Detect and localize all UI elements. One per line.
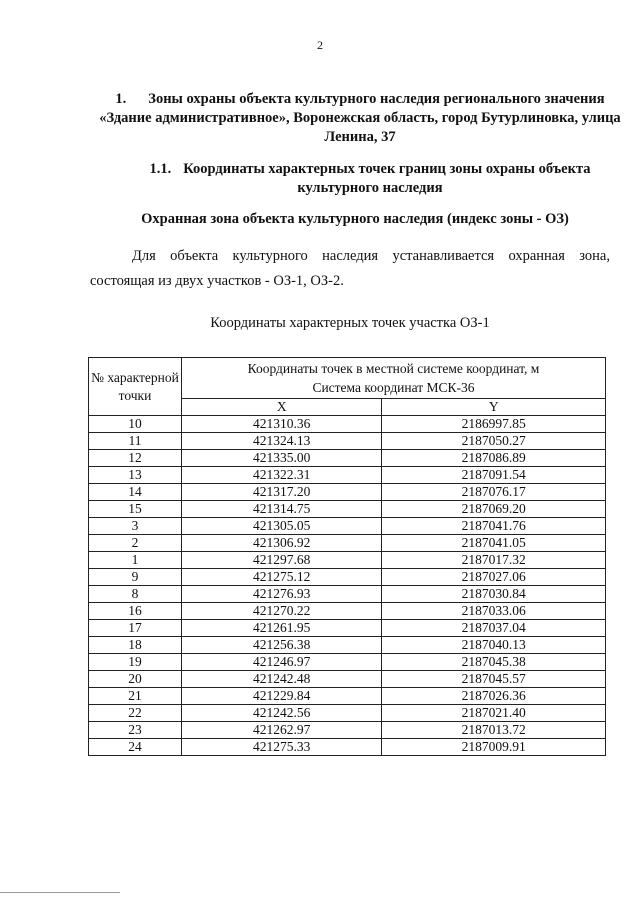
zone-heading: Охранная зона объекта культурного наследия (индекс зоны - ОЗ)	[141, 211, 569, 227]
cell-x: 421242.56	[182, 705, 382, 722]
header-coordinates-line1: Координаты точек в местной системе координат, м	[247, 361, 540, 376]
cell-x: 421276.93	[182, 586, 382, 603]
cell-point: 8	[89, 586, 182, 603]
cell-x: 421261.95	[182, 620, 382, 637]
section-1-1-title: Координаты характерных точек границ зоны охраны объекта культурного наследия	[183, 161, 591, 196]
cell-x: 421310.36	[182, 416, 382, 433]
header-y: Y	[382, 399, 606, 416]
cell-y: 2187009.91	[382, 739, 606, 756]
cell-point: 23	[89, 722, 182, 739]
footer-rule	[0, 892, 120, 893]
section-1-heading	[90, 90, 630, 147]
table-row	[89, 569, 606, 586]
table-row	[89, 433, 606, 450]
table-row	[89, 552, 606, 569]
cell-point: 18	[89, 637, 182, 654]
cell-y: 2187033.06	[382, 603, 606, 620]
table-row	[89, 722, 606, 739]
cell-x: 421229.84	[182, 688, 382, 705]
cell-x: 421306.92	[182, 535, 382, 552]
header-coordinates-line2: Система координат МСК-36	[312, 380, 475, 395]
table-row	[89, 637, 606, 654]
table-row	[89, 416, 606, 433]
section-1-title: Зоны охраны объекта культурного наследия регионального значения «Здание административное», Воронежская область, город Бутурлиновка, улица Ленина, 37	[99, 91, 621, 145]
cell-point: 10	[89, 416, 182, 433]
page-number: 2	[317, 38, 323, 52]
cell-y: 2187045.57	[382, 671, 606, 688]
cell-point: 20	[89, 671, 182, 688]
cell-y: 2187026.36	[382, 688, 606, 705]
cell-x: 421314.75	[182, 501, 382, 518]
cell-x: 421324.13	[182, 433, 382, 450]
cell-y: 2187013.72	[382, 722, 606, 739]
table-row	[89, 620, 606, 637]
cell-point: 2	[89, 535, 182, 552]
cell-y: 2187017.32	[382, 552, 606, 569]
cell-point: 22	[89, 705, 182, 722]
coordinates-table	[88, 357, 606, 756]
cell-point: 11	[89, 433, 182, 450]
cell-x: 421246.97	[182, 654, 382, 671]
table-row	[89, 450, 606, 467]
cell-y: 2187041.05	[382, 535, 606, 552]
table-row	[89, 654, 606, 671]
cell-x: 421297.68	[182, 552, 382, 569]
table-row	[89, 705, 606, 722]
table-row	[89, 603, 606, 620]
cell-point: 16	[89, 603, 182, 620]
table-row	[89, 535, 606, 552]
cell-point: 19	[89, 654, 182, 671]
cell-x: 421275.33	[182, 739, 382, 756]
cell-x: 421262.97	[182, 722, 382, 739]
cell-point: 21	[89, 688, 182, 705]
section-1-1-heading	[120, 160, 620, 198]
cell-x: 421242.48	[182, 671, 382, 688]
table-row	[89, 586, 606, 603]
cell-y: 2187030.84	[382, 586, 606, 603]
table-body	[89, 416, 606, 756]
cell-y: 2187050.27	[382, 433, 606, 450]
cell-x: 421317.20	[182, 484, 382, 501]
cell-x: 421335.00	[182, 450, 382, 467]
cell-point: 14	[89, 484, 182, 501]
section-1-number: 1.	[115, 91, 127, 107]
table-row	[89, 671, 606, 688]
cell-point: 24	[89, 739, 182, 756]
cell-x: 421305.05	[182, 518, 382, 535]
cell-point: 13	[89, 467, 182, 484]
cell-point: 9	[89, 569, 182, 586]
cell-point: 1	[89, 552, 182, 569]
cell-point: 12	[89, 450, 182, 467]
cell-y: 2187069.20	[382, 501, 606, 518]
cell-point: 3	[89, 518, 182, 535]
cell-y: 2187041.76	[382, 518, 606, 535]
cell-x: 421270.22	[182, 603, 382, 620]
cell-x: 421322.31	[182, 467, 382, 484]
cell-y: 2187076.17	[382, 484, 606, 501]
table-row	[89, 518, 606, 535]
table-caption: Координаты характерных точек участка ОЗ-1	[210, 315, 490, 331]
cell-x: 421275.12	[182, 569, 382, 586]
cell-y: 2187021.40	[382, 705, 606, 722]
cell-y: 2186997.85	[382, 416, 606, 433]
table-row	[89, 501, 606, 518]
cell-y: 2187027.06	[382, 569, 606, 586]
cell-y: 2187045.38	[382, 654, 606, 671]
header-x: X	[182, 399, 382, 416]
cell-point: 15	[89, 501, 182, 518]
table-row	[89, 739, 606, 756]
table-row	[89, 688, 606, 705]
section-1-1-number: 1.1.	[149, 161, 172, 177]
cell-y: 2187086.89	[382, 450, 606, 467]
cell-x: 421256.38	[182, 637, 382, 654]
table-row	[89, 484, 606, 501]
cell-point: 17	[89, 620, 182, 637]
cell-y: 2187091.54	[382, 467, 606, 484]
table-row	[89, 467, 606, 484]
header-point-number: № характерной точки	[89, 358, 182, 416]
zone-paragraph: Для объекта культурного наследия устанавливается охранная зона, состоящая из двух участков - ОЗ-1, ОЗ-2.	[90, 248, 610, 289]
cell-y: 2187040.13	[382, 637, 606, 654]
cell-y: 2187037.04	[382, 620, 606, 637]
header-coordinates	[182, 358, 606, 399]
